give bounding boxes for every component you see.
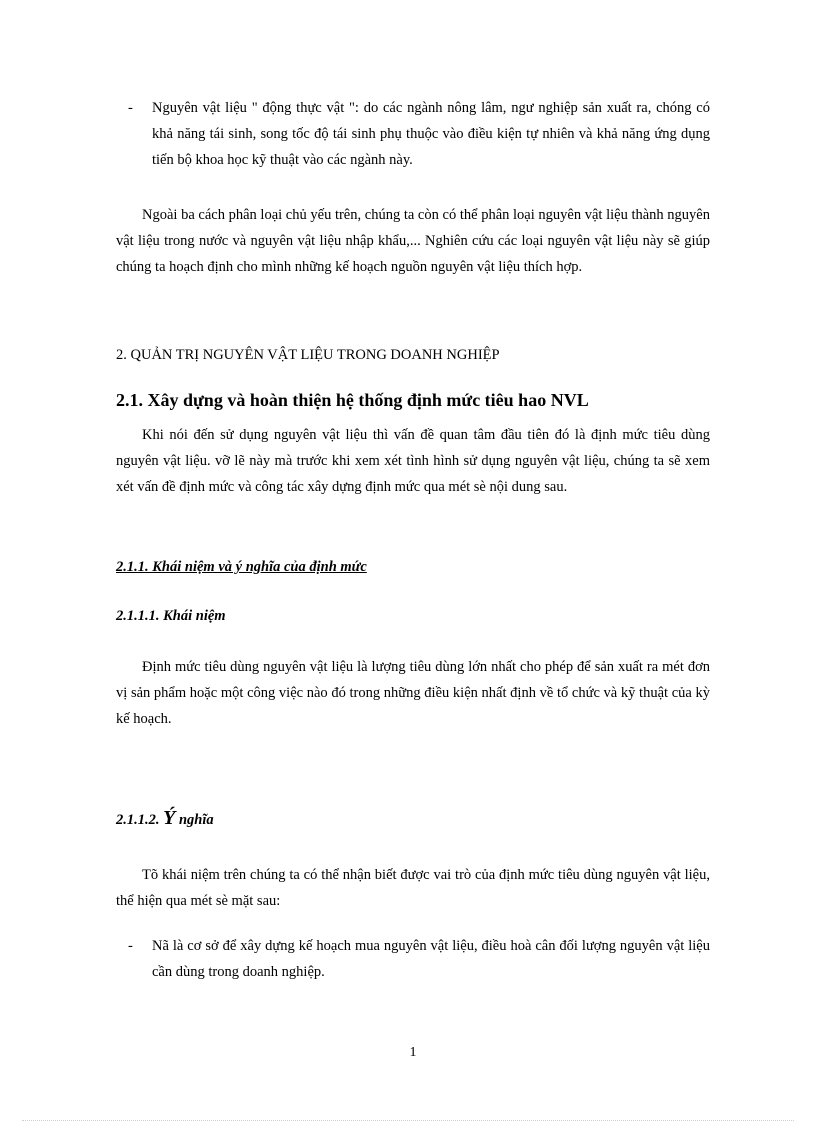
bullet-marker: - — [128, 938, 133, 954]
heading-number: 2.1.1.2. — [116, 812, 164, 828]
paragraph: Định mức tiêu dùng nguyên vật liệu là lượng tiêu dùng lớn nhất cho phép để sản xuất ra mét đơn vị sản phẩm hoặc một công việc nào đó trong những điều kiện nhất định về tổ chức và kỹ thuật của kỳ kế hoạch. — [116, 659, 710, 727]
subsubsection-heading: 2.1.1. Khái niệm và ý nghĩa của định mức — [116, 559, 367, 575]
paragraph: Ngoài ba cách phân loại chủ yếu trên, chúng ta còn có thể phân loại nguyên vật liệu thành nguyên vật liệu trong nước và nguyên vật liệu nhập khẩu,... Nghiên cứu các loại nguyên vật liệu này sẽ giúp chúng ta hoạch định cho mình những kế hoạch nguồn nguyên vật liệu thích hợp. — [116, 207, 710, 275]
subsubsubsection-heading — [116, 807, 214, 831]
bullet-text: Nã là cơ sở để xây dựng kế hoạch mua nguyên vật liệu, điều hoà cân đối lượng nguyên vật liệu cần dùng trong doanh nghiệp. — [152, 938, 710, 980]
subsection-heading: 2.1. Xây dựng và hoàn thiện hệ thống định mức tiêu hao NVL — [116, 390, 589, 410]
section-heading: 2. QUẢN TRỊ NGUYÊN VẬT LIỆU TRONG DOANH NGHIỆP — [116, 347, 500, 363]
bullet-text: Nguyên vật liệu " động thực vật ": do các ngành nông lâm, ngư nghiệp sản xuất ra, chóng có khả năng tái sinh, song tốc độ tái sinh phụ thuộc vào điều kiện tự nhiên và khả năng ứng dụng tiến bộ khoa học kỹ thuật vào các ngành này. — [152, 100, 710, 168]
paragraph: Tõ khái niệm trên chúng ta có thể nhận biết được vai trò của định mức tiêu dùng nguyên vật liệu, thể hiện qua mét sè mặt sau: — [116, 867, 710, 909]
heading-rest: nghĩa — [175, 812, 214, 828]
bullet-item — [116, 933, 710, 985]
paragraph: Khi nói đến sử dụng nguyên vật liệu thì vấn đề quan tâm đầu tiên đó là định mức tiêu dùng nguyên vật liệu. vỡ lẽ này mà trước khi xem xét tình hình sử dụng nguyên vật liệu, chúng ta sẽ xem xét vấn đề định mức và công tác xây dựng định mức qua mét sè nội dung sau. — [116, 427, 710, 495]
page-number: 1 — [409, 1045, 417, 1060]
bullet-marker: - — [128, 100, 133, 116]
heading-initial: Ý — [163, 807, 176, 829]
subsubsubsection-heading: 2.1.1.1. Khái niệm — [116, 608, 226, 624]
page-border — [22, 1120, 794, 1121]
bullet-item — [116, 95, 710, 173]
